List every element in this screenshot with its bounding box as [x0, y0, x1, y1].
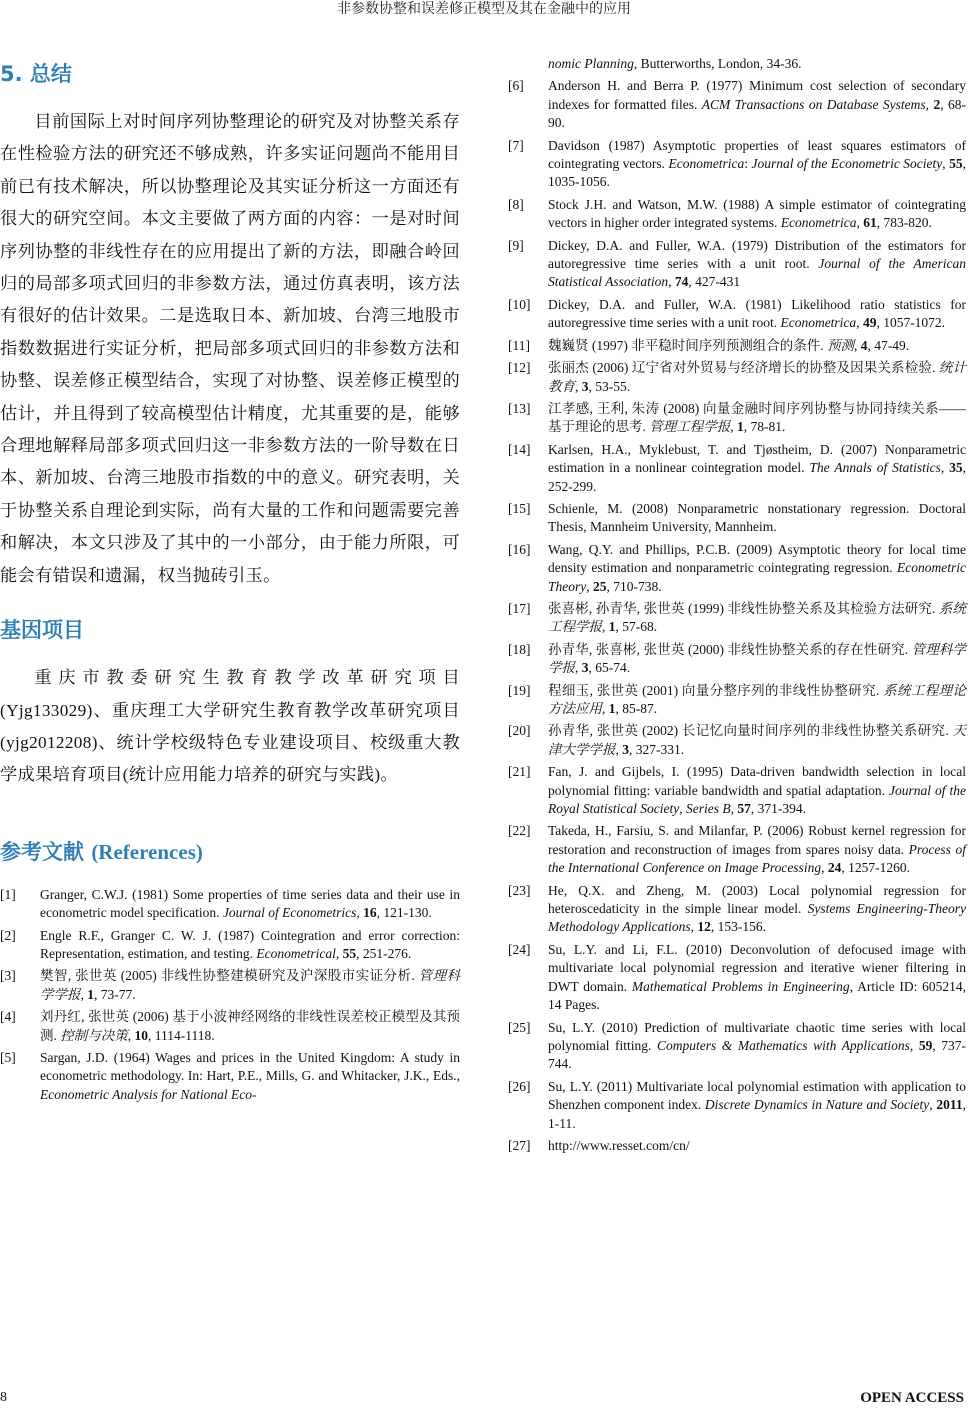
- reference-text-part: 74: [674, 274, 689, 290]
- reference-number: [9]: [508, 237, 524, 253]
- reference-text-part: Econometrical: [256, 945, 336, 961]
- reference-text-part: 3: [622, 741, 629, 757]
- reference-text-part: , 1114-1118.: [148, 1027, 215, 1043]
- reference-item: [0, 1008, 460, 1045]
- reference-item: [508, 1019, 966, 1074]
- reference-text-part: 管理科学学报: [40, 968, 461, 1002]
- reference-text: [548, 682, 966, 719]
- reference-text-part: 1: [608, 701, 616, 716]
- reference-number: [18]: [508, 641, 531, 657]
- reference-item: [508, 722, 966, 759]
- reference-text-part: Dickey, D.A. and Fuller, W.A. (1981) Likelihood ratio statistics for autoregressive time series with a unit root.: [548, 296, 966, 331]
- reference-text: [40, 1049, 460, 1104]
- reference-text-part: Dickey, D.A. and Fuller, W.A. (1979) Distribution of the estimators for autoregressive time series with a unit root.: [548, 237, 966, 272]
- reference-item: [508, 77, 966, 132]
- reference-number: [16]: [508, 541, 531, 557]
- reference-text-part: , 371-394.: [750, 801, 806, 817]
- reference-text-part: 57: [737, 801, 751, 817]
- reference-text-part: 3: [581, 378, 589, 394]
- reference-item: [508, 359, 966, 396]
- reference-text-part: Su, L.Y. (2010) Prediction of multivariate chaotic time series with local polynomial fitting.: [548, 1019, 966, 1053]
- references-heading-cn: 参考文献: [0, 839, 84, 864]
- reference-text-part: ,: [575, 378, 582, 394]
- reference-number: [23]: [508, 882, 531, 898]
- reference-list-right: [508, 55, 966, 1155]
- reference-text-part: 管理工程学报: [649, 419, 731, 435]
- reference-text-part: 张喜彬, 孙青华, 张世英 (1999) 非线性协整关系及其检验方法研究.: [548, 600, 939, 616]
- reference-text-part: , 65-74.: [588, 660, 631, 676]
- reference-item: [508, 1137, 966, 1155]
- reference-number: [8]: [508, 196, 524, 212]
- reference-text-part: , 78-81.: [743, 419, 786, 435]
- reference-text-part: , 1057-1072.: [876, 315, 946, 331]
- reference-text-part: 16: [363, 905, 377, 921]
- reference-text: [40, 967, 460, 1004]
- reference-text-part: , Butterworths, London, 34-36.: [633, 56, 802, 71]
- reference-text-part: ,: [335, 945, 343, 961]
- reference-text-part: ,: [679, 801, 686, 817]
- reference-text-part: Econometric Analysis for National Eco-: [40, 1086, 257, 1102]
- reference-number: [25]: [508, 1019, 531, 1035]
- reference-text-part: 2011: [936, 1097, 963, 1113]
- reference-text-part: ,: [856, 215, 864, 231]
- reference-text-part: Wang, Q.Y. and Phillips, P.C.B. (2009) Asymptotic theory for local time density estimation and nonparametric cointegrating regression.: [548, 541, 966, 576]
- references-heading-en: (References): [91, 839, 203, 864]
- reference-item: [508, 55, 966, 73]
- reference-text-part: ,: [615, 741, 623, 757]
- reference-text-part: Econometrica: [668, 156, 745, 172]
- reference-text-part: , 251-276.: [356, 945, 412, 961]
- reference-text-part: 10: [134, 1027, 148, 1043]
- reference-text: [548, 600, 966, 637]
- reference-text-part: 孙青华, 张喜彬, 张世英 (2000) 非线性协整关系的存在性研究.: [548, 641, 912, 657]
- reference-text-part: , 427-431: [688, 274, 741, 290]
- reference-text-part: Discrete Dynamics in Nature and Society: [704, 1097, 930, 1113]
- reference-text-part: :: [744, 156, 752, 172]
- reference-text: [548, 722, 966, 759]
- reference-text-part: 1: [608, 619, 616, 635]
- reference-text-part: , 1257-1260.: [841, 860, 910, 876]
- reference-text-part: Granger, C.W.J. (1981) Some properties of time series data and their use in econometric model specification.: [40, 886, 460, 921]
- references-heading: [0, 836, 460, 866]
- reference-text-part: ,: [854, 337, 861, 353]
- reference-text-part: ,: [602, 701, 609, 716]
- reference-text-part: 张丽杰 (2006) 辽宁省对外贸易与经济增长的协整及因果关系检验.: [548, 360, 939, 376]
- reference-text-part: ,: [586, 578, 593, 594]
- reference-text-part: 管理科学学报: [548, 641, 966, 676]
- reference-text-part: 49: [862, 315, 877, 331]
- reference-text-part: ,: [668, 274, 675, 290]
- reference-text-part: Anderson H. and Berra P. (1977) Minimum cost selection of secondary indexes for formatted files.: [548, 78, 966, 112]
- reference-text-part: 24: [827, 860, 842, 876]
- reference-text: [548, 237, 966, 292]
- reference-number: [20]: [508, 723, 531, 739]
- open-access-badge: OPEN ACCESS: [860, 1390, 964, 1406]
- reference-text-part: ,: [80, 986, 88, 1002]
- reference-text: [548, 441, 966, 496]
- reference-text-part: ACM Transactions on Database Systems: [701, 96, 926, 112]
- reference-text-part: 12: [697, 919, 711, 935]
- reference-text-part: , 1-11.: [548, 1097, 966, 1131]
- reference-text-part: Mathematical Problems in Engineering: [631, 978, 850, 994]
- reference-text-part: Systems Engineering-Theory Methodology Applications: [548, 901, 967, 935]
- reference-text-part: ,: [730, 801, 738, 817]
- reference-item: [508, 763, 966, 818]
- reference-text-part: 控制与决策: [60, 1027, 128, 1043]
- reference-text: [548, 296, 966, 333]
- reference-text-part: 天津大学学报: [548, 723, 966, 757]
- reference-text: [548, 822, 966, 877]
- reference-text-part: ,: [821, 860, 828, 876]
- reference-text: [548, 1078, 966, 1133]
- reference-text-part: Su, L.Y. and Li, F.L. (2010) Deconvolution of defocused image with multivariate local polynomial regression and iterative wiener filtering in DWT domain.: [548, 941, 966, 994]
- reference-text-part: Econometrica: [780, 215, 857, 231]
- reference-text-part: 统计教育: [548, 360, 966, 394]
- reference-text: [40, 1008, 460, 1045]
- reference-text-part: 1: [737, 419, 744, 435]
- reference-text-part: He, Q.X. and Zheng, M. (2003) Local polynomial regression for heteroscedaticity in the simple linear model.: [548, 882, 966, 917]
- reference-item: [508, 296, 966, 333]
- reference-text-part: , 783-820.: [876, 215, 932, 231]
- reference-text-part: ,: [690, 919, 698, 935]
- reference-text: [548, 137, 966, 192]
- reference-text-part: Econometrica: [780, 315, 857, 331]
- reference-number: [15]: [508, 500, 531, 516]
- reference-text-part: 系统工程学报: [548, 600, 966, 635]
- conclusion-heading: 5. 总结: [0, 62, 72, 86]
- reference-text-part: 3: [581, 660, 589, 676]
- reference-text-part: Engle R.F., Granger C. W. J. (1987) Cointegration and error correction: Representation, estimation, and testing.: [40, 927, 460, 961]
- reference-text-part: 孙青华, 张世英 (2002) 长记忆向量时间序列的非线性协整关系研究.: [548, 723, 953, 739]
- reference-text-part: ,: [940, 460, 950, 476]
- reference-item: [508, 1078, 966, 1133]
- reference-text: [548, 763, 966, 818]
- reference-number: [19]: [508, 682, 531, 698]
- reference-text-part: , 73-77.: [94, 986, 136, 1002]
- reference-text-part: Journal of Econometrics: [222, 905, 357, 921]
- reference-text-part: 61: [863, 215, 877, 231]
- reference-text: [548, 55, 966, 73]
- reference-text-part: , 68-90.: [548, 96, 967, 131]
- reference-number: [1]: [0, 886, 16, 902]
- reference-text: [548, 1019, 966, 1074]
- reference-text-part: Series B: [685, 801, 731, 817]
- reference-item: [508, 400, 966, 437]
- reference-text-part: , 53-55.: [588, 378, 631, 394]
- reference-text-part: Journal of the American Statistical Association: [548, 256, 966, 290]
- reference-text-part: nomic Planning: [548, 56, 634, 71]
- running-title: 非参数协整和误差修正模型及其在金融中的应用: [337, 2, 631, 17]
- reference-number: [7]: [508, 137, 524, 153]
- reference-text-part: , 85-87.: [615, 701, 658, 716]
- reference-text: [548, 941, 966, 1015]
- reference-text-part: , 710-738.: [606, 578, 662, 594]
- reference-text: [548, 337, 966, 355]
- reference-text-part: ,: [942, 156, 950, 172]
- reference-text-part: Journal of the Royal Statistical Society: [548, 782, 966, 817]
- reference-text-part: 程细玉, 张世英 (2001) 向量分整序列的非线性协整研究.: [548, 682, 884, 698]
- reference-item: [508, 822, 966, 877]
- reference-number: [22]: [508, 823, 531, 839]
- right-column: [508, 55, 966, 1159]
- reference-number: [24]: [508, 941, 531, 957]
- reference-text-part: ,: [730, 419, 737, 435]
- reference-text-part: Sargan, J.D. (1964) Wages and prices in the United Kingdom: A study in econometric methodology. In: Hart, P.E., Mills, G. and Whitacker, J.K., Eds.,: [40, 1049, 460, 1084]
- reference-text: [548, 882, 966, 937]
- reference-item: [508, 237, 966, 292]
- reference-text: [40, 886, 460, 923]
- reference-text-part: ,: [929, 1097, 937, 1113]
- reference-text-part: , 327-331.: [629, 741, 685, 757]
- reference-list-left: [0, 886, 460, 1104]
- reference-text-part: 系统工程理论方法应用: [548, 682, 966, 716]
- reference-text-part: ,: [602, 619, 609, 635]
- reference-text-part: 预测: [827, 337, 854, 353]
- reference-text-part: ,: [856, 315, 863, 331]
- reference-number: [5]: [0, 1049, 16, 1065]
- reference-number: [13]: [508, 400, 531, 416]
- left-column: [0, 58, 460, 1108]
- reference-text-part: Journal of the Econometric Society: [751, 156, 943, 172]
- reference-number: [508, 55, 548, 73]
- reference-text-part: , 1035-1056.: [548, 156, 966, 190]
- reference-text: [40, 927, 460, 964]
- reference-text-part: Takeda, H., Farsiu, S. and Milanfar, P. (2006) Robust kernel regression for restoration and reconstruction of images from spares noisy data.: [548, 823, 966, 857]
- reference-text-part: , 737-744.: [548, 1037, 966, 1072]
- reference-item: [508, 600, 966, 637]
- reference-text: [548, 359, 966, 396]
- reference-text-part: , 153-156.: [710, 919, 766, 935]
- reference-text-part: 1: [87, 986, 94, 1002]
- reference-text-part: 江孝感, 王利, 朱涛 (2008) 向量金融时间序列协整与协同持续关系——基于理论的思考.: [548, 400, 966, 435]
- reference-item: [0, 1049, 460, 1104]
- reference-text-part: Process of the International Conference on Image Processing: [548, 841, 966, 876]
- conclusion-paragraph: 目前国际上对时间序列协整理论的研究及对协整关系存在性检验方法的研究还不够成熟，许多实证问题尚不能用目前已有技术解决，所以协整理论及其实证分析这一方面还有很大的研究空间。本文主要做了两方面的内容：一是对时间序列协整的非线性存在的应用提出了新的方法，即融合岭回归的局部多项式回归的非参数方法，通过仿真表明，该方法有很好的估计效果。二是选取日本、新加坡、台湾三地股市指数数据进行实证分析，把局部多项式回归的非参数方法和协整、误差修正模型结合，实现了对协整、误差修正模型的估计，并且得到了较高模型估计精度，尤其重要的是，能够合理地解释局部多项式回归这一非参数方法的一阶导数在日本、新加坡、台湾三地股市指数的中的意义。研究表明，关于协整关系自理论到实际，尚有大量的工作和问题需要完善和解决，本文只涉及了其中的一小部分，由于能力所限，可能会有错误和遗漏，权当抛砖引玉。: [0, 112, 460, 585]
- reference-item: [0, 886, 460, 923]
- reference-text-part: 25: [593, 578, 607, 594]
- reference-text: [548, 541, 966, 596]
- reference-number: [2]: [0, 927, 16, 943]
- reference-text-part: ,: [127, 1027, 135, 1043]
- reference-text-part: The Annals of Statistics: [809, 460, 941, 476]
- reference-text-part: Su, L.Y. (2011) Multivariate local polynomial estimation with application to Shenzhen component index.: [548, 1078, 966, 1113]
- reference-number: [14]: [508, 441, 531, 457]
- reference-text: [548, 500, 966, 537]
- funding-paragraph: 重庆市教委研究生教育教学改革研究项目(Yjg133029)、重庆理工大学研究生教育教学改革研究项目(yjg2012208)、统计学校级特色专业建设项目、校级重大教学成果培育项目(统计应用能力培养的研究与实践)。: [0, 668, 460, 785]
- reference-item: [508, 641, 966, 678]
- reference-text-part: 35: [949, 460, 963, 476]
- reference-number: [12]: [508, 360, 531, 376]
- reference-text-part: , 252-299.: [548, 460, 967, 494]
- reference-item: [508, 196, 966, 233]
- reference-text: [548, 1137, 966, 1155]
- reference-item: [508, 500, 966, 537]
- reference-item: [508, 137, 966, 192]
- reference-text-part: 55: [342, 945, 357, 961]
- reference-text-part: 59: [918, 1037, 933, 1053]
- reference-text-part: 4: [860, 337, 868, 353]
- reference-text-part: Davidson (1987) Asymptotic properties of least squares estimators of cointegrating vectors.: [548, 137, 966, 172]
- reference-text-part: 樊智, 张世英 (2005) 非线性协整建模研究及沪深股市实证分析.: [40, 968, 419, 984]
- reference-text-part: , 47-49.: [867, 337, 910, 353]
- reference-item: [508, 941, 966, 1015]
- reference-text-part: Karlsen, H.A., Myklebust, T. and Tjøstheim, D. (2007) Nonparametric estimation in a nonlinear cointegration model.: [548, 441, 966, 476]
- reference-number: [17]: [508, 600, 531, 616]
- reference-text-part: 55: [949, 156, 963, 172]
- reference-text-part: Fan, J. and Gijbels, I. (1995) Data-driven bandwidth selection in local polynomial fitting: variable bandwidth and spatial adaptation.: [548, 764, 966, 798]
- reference-text: [548, 400, 966, 437]
- reference-text-part: ,: [575, 660, 582, 676]
- reference-item: [508, 882, 966, 937]
- funding-heading: 基因项目: [0, 618, 84, 643]
- reference-item: [508, 682, 966, 719]
- reference-number: [4]: [0, 1009, 16, 1025]
- reference-item: [508, 541, 966, 596]
- reference-text-part: Computers & Mathematics with Applications: [656, 1037, 910, 1053]
- reference-number: [26]: [508, 1078, 531, 1094]
- reference-text-part: ,: [356, 905, 364, 921]
- reference-text-part: Schienle, M. (2008) Nonparametric nonstationary regression. Doctoral Thesis, Mannheim University, Mannheim.: [548, 500, 966, 535]
- reference-item: [508, 337, 966, 355]
- reference-number: [6]: [508, 78, 524, 94]
- reference-text: [548, 77, 966, 132]
- reference-number: [21]: [508, 764, 531, 780]
- reference-number: [3]: [0, 968, 16, 984]
- reference-number: [11]: [508, 337, 530, 353]
- page-number: 8: [0, 1390, 7, 1405]
- reference-text-part: ,: [925, 96, 934, 112]
- reference-item: [0, 927, 460, 964]
- reference-number: [10]: [508, 296, 531, 312]
- reference-text-part: ,: [909, 1037, 919, 1053]
- reference-item: [0, 967, 460, 1004]
- reference-text: [548, 641, 966, 678]
- reference-text-part: , 57-68.: [615, 619, 658, 635]
- reference-text-part: , 121-130.: [376, 905, 432, 921]
- reference-text-part: Stock J.H. and Watson, M.W. (1988) A simple estimator of cointegrating vectors in higher order integrated systems.: [548, 196, 966, 231]
- reference-text-part: Econometric Theory: [548, 560, 966, 594]
- reference-text-part: 2: [933, 96, 941, 112]
- reference-text-part: http://www.resset.com/cn/: [548, 1137, 690, 1153]
- reference-text-part: 魏巍贤 (1997) 非平稳时间序列预测组合的条件.: [548, 337, 827, 353]
- reference-text: [548, 196, 966, 233]
- reference-text-part: , Article ID: 605214, 14 Pages.: [548, 978, 966, 1013]
- reference-item: [508, 441, 966, 496]
- reference-text-part: 刘丹红, 张世英 (2006) 基于小波神经网络的非线性误差校正模型及其预测.: [40, 1009, 460, 1043]
- reference-number: [27]: [508, 1137, 531, 1153]
